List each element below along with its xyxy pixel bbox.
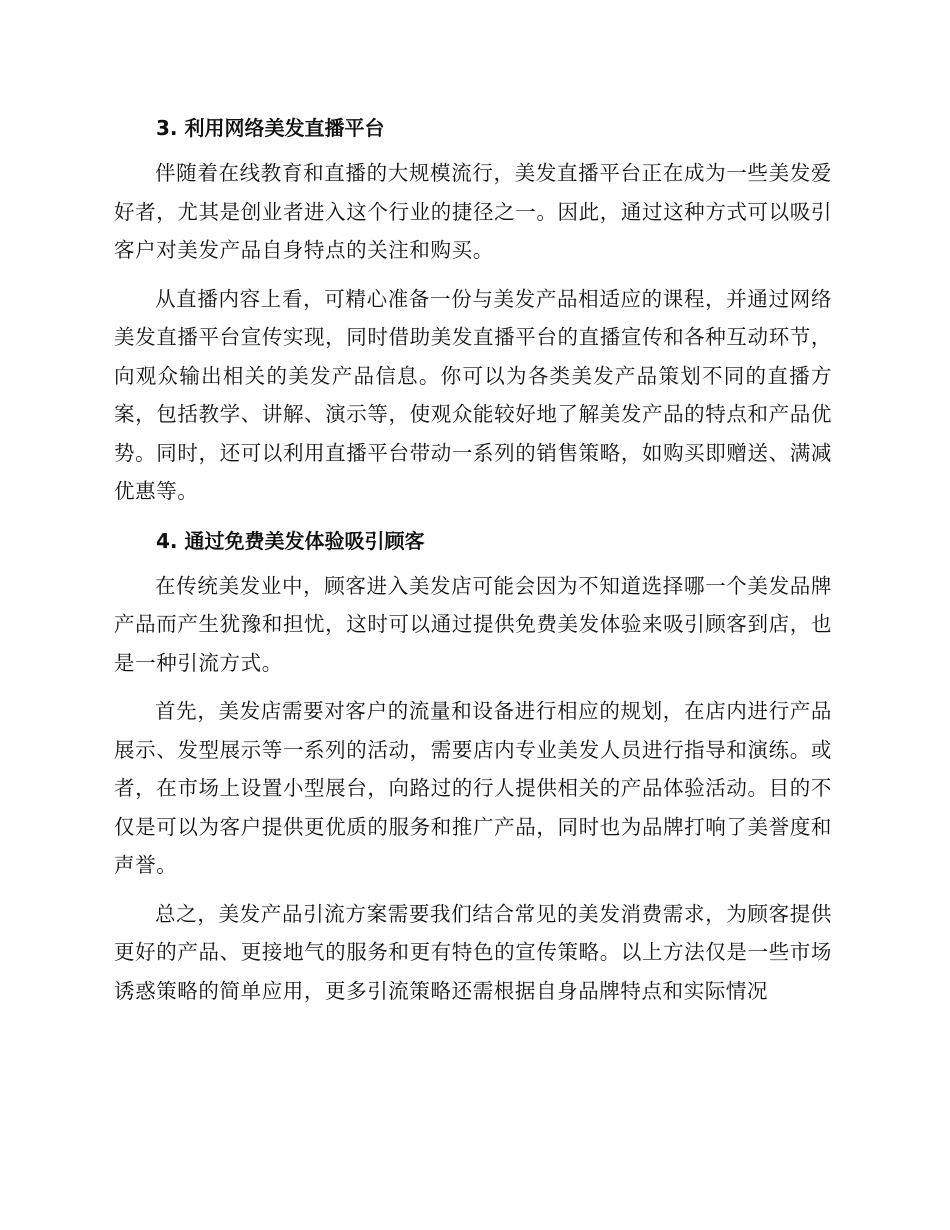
- paragraph: 伴随着在线教育和直播的大规模流行，美发直播平台正在成为一些美发爱好者，尤其是创业者进入这个行业的捷径之一。因此，通过这种方式可以吸引客户对美发产品自身特点的关注和购买。: [114, 161, 832, 262]
- paragraph: 首先，美发店需要对客户的流量和设备进行相应的规划，在店内进行产品展示、发型展示等一系列的活动，需要店内专业美发人员进行指导和演练。或者，在市场上设置小型展台，向路过的行人提供相关的产品体验活动。目的不仅是可以为客户提供更优质的服务和推广产品，同时也为品牌打响了美誉度和声誉。: [114, 699, 832, 877]
- paragraph: 从直播内容上看，可精心准备一份与美发产品相适应的课程，并通过网络美发直播平台宣传实现，同时借助美发直播平台的直播宣传和各种互动环节，向观众输出相关的美发产品信息。你可以为各类美发产品策划不同的直播方案，包括教学、讲解、演示等，使观众能较好地了解美发产品的特点和产品优势。同时，还可以利用直播平台带动一系列的销售策略，如购买即赠送、满减优惠等。: [114, 286, 832, 503]
- paragraph: 在传统美发业中，顾客进入美发店可能会因为不知道选择哪一个美发品牌产品而产生犹豫和担忧，这时可以通过提供免费美发体验来吸引顾客到店，也是一种引流方式。: [114, 573, 832, 675]
- paragraph: 总之，美发产品引流方案需要我们结合常见的美发消费需求，为顾客提供更好的产品、更接地气的服务和更有特色的宣传策略。以上方法仅是一些市场诱惑策略的简单应用，更多引流策略还需根据自身品牌特点和实际情况: [114, 901, 832, 1003]
- document-body: [114, 108, 832, 1021]
- section-heading-3: 3. 利用网络美发直播平台: [156, 116, 385, 140]
- section-heading-4: 4. 通过免费美发体验吸引顾客: [156, 528, 425, 553]
